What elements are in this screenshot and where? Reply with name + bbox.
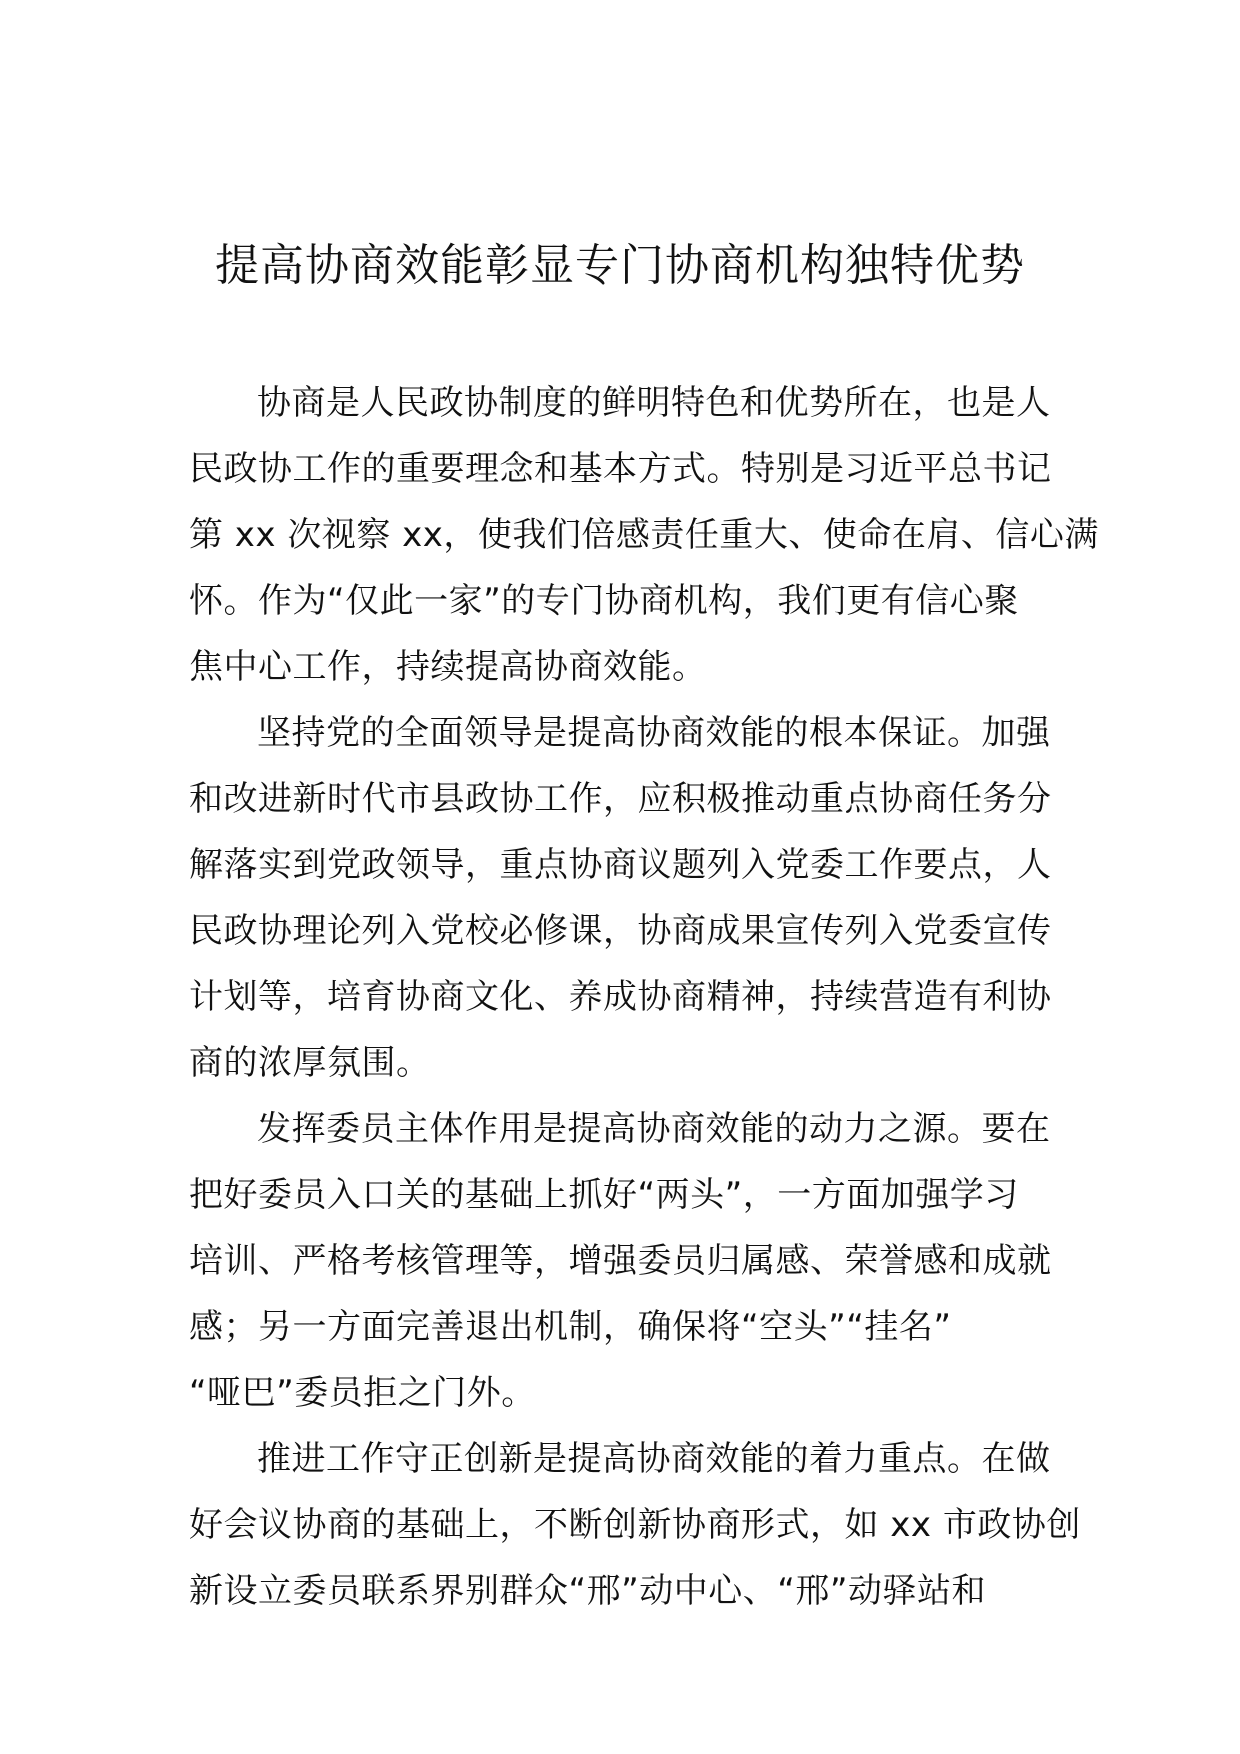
body-line: 第 xx 次视察 xx，使我们倍感责任重大、使命在肩、信心满 <box>189 515 1099 555</box>
body-line: 培训、严格考核管理等，增强委员归属感、荣誉感和成就 <box>189 1241 1052 1281</box>
body-line: 焦中心工作，持续提高协商效能。 <box>189 647 707 687</box>
document-title: 提高协商效能彰显专门协商机构独特优势 <box>215 240 1025 291</box>
body-line: 把好委员入口关的基础上抓好“两头”，一方面加强学习 <box>189 1175 1019 1215</box>
body-line: “哑巴”委员拒之门外。 <box>189 1373 536 1413</box>
body-line: 新设立委员联系界别群众“邢”动中心、“邢”动驿站和 <box>189 1571 986 1611</box>
body-line: 民政协工作的重要理念和基本方式。特别是习近平总书记 <box>189 449 1052 489</box>
body-line: 推进工作守正创新是提高协商效能的着力重点。在做 <box>257 1439 1051 1479</box>
body-line: 商的浓厚氛围。 <box>189 1043 431 1083</box>
body-line: 民政协理论列入党校必修课，协商成果宣传列入党委宣传 <box>189 911 1052 951</box>
body-line: 坚持党的全面领导是提高协商效能的根本保证。加强 <box>257 713 1051 753</box>
body-line: 协商是人民政协制度的鲜明特色和优势所在，也是人 <box>257 383 1051 423</box>
body-line: 和改进新时代市县政协工作，应积极推动重点协商任务分 <box>189 779 1052 819</box>
body-line: 计划等，培育协商文化、养成协商精神，持续营造有利协 <box>189 977 1052 1017</box>
body-line: 感；另一方面完善退出机制，确保将“空头”“挂名” <box>189 1307 952 1347</box>
body-line: 解落实到党政领导，重点协商议题列入党委工作要点，人 <box>189 845 1052 885</box>
document-body <box>189 370 1099 1624</box>
body-line: 发挥委员主体作用是提高协商效能的动力之源。要在 <box>257 1109 1051 1149</box>
body-line: 好会议协商的基础上，不断创新协商形式，如 xx 市政协创 <box>189 1505 1081 1545</box>
body-line: 怀。作为“仅此一家”的专门协商机构，我们更有信心聚 <box>189 581 1019 621</box>
